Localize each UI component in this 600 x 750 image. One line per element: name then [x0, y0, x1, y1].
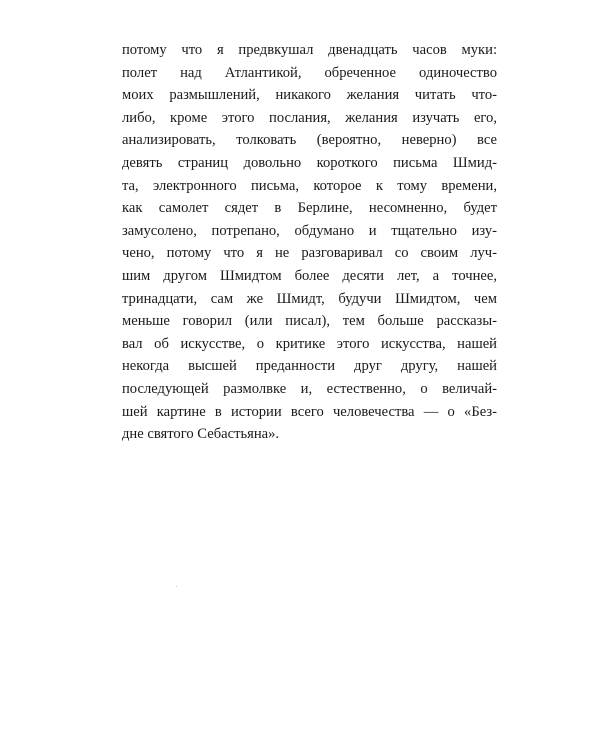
text-line: потому что я предвкушал двенадцать часов муки:	[122, 42, 497, 58]
text-line: тринадцати, сам же Шмидт, будучи Шмидтом, чем	[122, 290, 497, 307]
text-line: замусолено, потрепано, обдумано и тщательно изу-	[122, 222, 497, 239]
text-line: чено, потому что я не разговаривал со своим луч-	[122, 245, 497, 262]
text-line: либо, кроме этого послания, желания изучать его,	[122, 109, 497, 126]
text-line: как самолет сядет в Берлине, несомненно, будет	[122, 200, 497, 217]
text-line: полет над Атлантикой, обреченное одиночество	[122, 64, 497, 81]
text-line: шим другом Шмидтом более десяти лет, а точнее,	[122, 267, 497, 284]
text-line: моих размышлений, никакого желания читать что-	[122, 87, 497, 104]
text-line: анализировать, толковать (вероятно, неверно) все	[122, 132, 497, 149]
text-line: шей картине в истории всего человечества — о «Без-	[122, 403, 497, 420]
text-line: девять страниц довольно короткого письма Шмид-	[122, 154, 497, 171]
text-line: та, электронного письма, которое к тому времени,	[122, 177, 497, 194]
text-line: меньше говорил (или писал), тем больше рассказы-	[122, 313, 497, 330]
body-text	[122, 39, 497, 446]
text-line: некогда высшей преданности друг другу, нашей	[122, 358, 497, 375]
text-line-last: дне святого Себастьяна».	[122, 426, 280, 443]
text-line: вал об искусстве, о критике этого искусства, нашей	[122, 335, 497, 352]
scan-speck	[176, 586, 177, 587]
text-line: последующей размолвке и, естественно, о величай-	[122, 380, 497, 397]
